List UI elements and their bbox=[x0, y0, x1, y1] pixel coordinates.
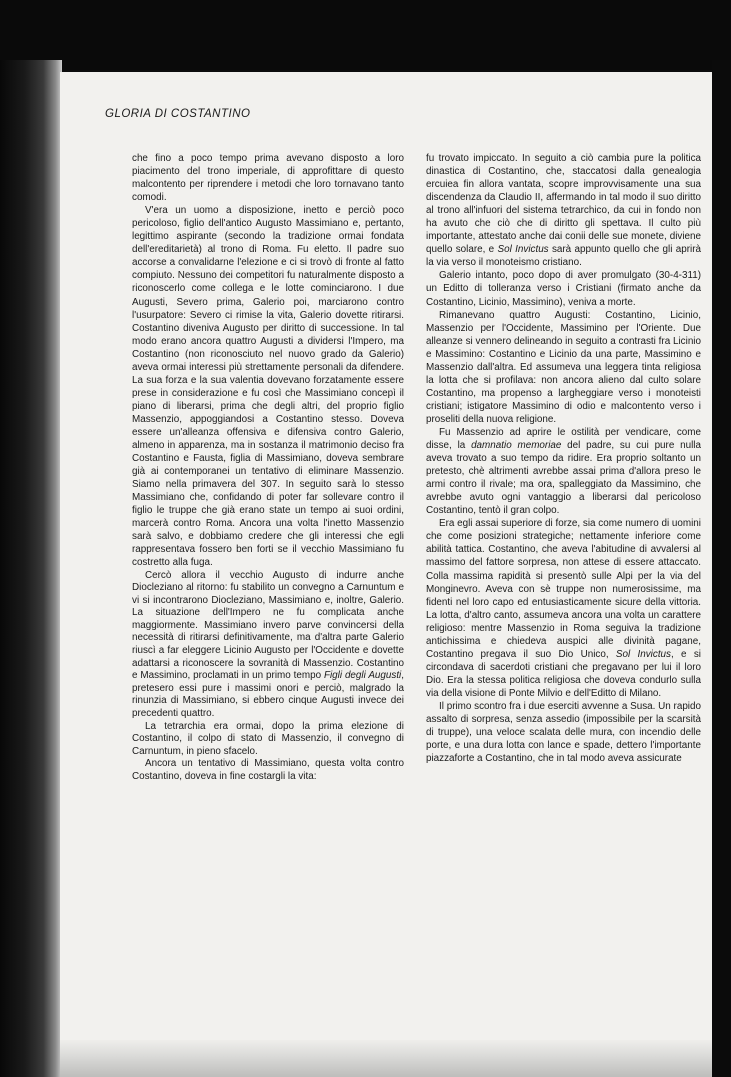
book-spine-shadow bbox=[0, 60, 62, 1077]
paragraph: che fino a poco tempo prima avevano disposto a loro piacimento del trono imperiale, di approfittare di questo malcontento per riprendere i metodi che loro tornavano tanto comodi. bbox=[132, 153, 404, 204]
italic-term: damnatio memoriae bbox=[471, 440, 562, 452]
paragraph: Ancora un tentativo di Massimiano, questa volta contro Costantino, doveva in fine costargli la vita: bbox=[132, 758, 404, 782]
italic-term: Sol Invictus bbox=[615, 648, 671, 660]
paragraph: Rimanevano quattro Augusti: Costantino, Licinio, Massenzio per l'Occidente, Massimino per l'Oriente. Due alleanze si vennero delineando in seguito a contrasti fra Licinio e Massimino: Costantino e Licinio da una parte, Massimino e Massenzio dall'altra. Ed assumeva una leggera tinta religiosa la lotta che si profilava: non ancora alieno dal culto solare Costantino, ma propenso a largheggiare verso i monoteisti cristiani; istigatore Massimino di odio e malcontento verso i proseliti della nuova religione. bbox=[426, 309, 701, 425]
right-column bbox=[426, 152, 701, 765]
running-head: GLORIA DI COSTANTINO bbox=[105, 108, 251, 120]
paragraph: V'era un uomo a disposizione, inetto e perciò poco pericoloso, figlio dell'antico Augusto Massimiano e, pertanto, legittimo aspirante (secondo la tradizione ormai fondata dell'ereditarietà) al trono di Roma. Fu eletto. Il padre suo accorse a convalidarne l'elezione e ci si trovò di fronte al fatto compiuto. Nessuno dei competitori fu naturalmente disposto a riconoscerlo come collega e le lotte cominciarono. I due Augusti, Severo prima, Galerio poi, marciarono contro l'usurpatore: Severo ci rimise la vita, Galerio dovette ritirarsi. Costantino diveniva Augusto per diritto di successione. In tal modo erano ancora quattro Augusti a dividersi l'Impero, ma Costantino (non riconosciuto nel nuovo grado da Galerio) aveva ormai interessi più strettamente personali da difendere. La sua forza e la sua valentia dovevano forzatamente essere prese in considerazione e fu così che Massimiano concepì il piano di liberarsi, prima che degli altri, del proprio figlio Massenzio, appoggiandosi a Costantino stesso. Doveva essere un'alleanza offensiva e difensiva contro Galerio, almeno in apparenza, ma in sostanza il matrimonio deciso fra Costantino e Fausta, figlia di Massimiano, doveva sembrare già ai contemporanei un tentativo di eliminare Massenzio. Siamo nella primavera del 307. In seguito sarà lo stesso Massimiano che, confidando di poter far sollevare contro il figlio le truppe che già erano state un tempo ai suoi ordini, marcerà contro Roma. Ancora una volta l'inetto Massenzio sarà salvo, e dobbiamo credere che gli interessi che egli rappresentava fossero ben forti se il vecchio Massimiano fu costretto alla fuga. bbox=[132, 205, 404, 569]
paragraph: Cercò allora il vecchio Augusto di indurre anche Diocleziano al ritorno: fu stabilito un convegno a Carnuntum e vi si incontrarono Diocleziano, Massimiano e, inoltre, Galerio. La situazione dell'Impero ne fu complicata anche maggiormente. Massimiano invero parve convincersi della necessità di ritirarsi definitivamente, ma d'altra parte Galerio riuscì a far eleggere Licinio Augusto per l'Occidente e dovette adattarsi a riconoscere la sovranità di Massenzio. Costantino e Massimino, proclamati in un primo tempo Figli degli Augusti, pretesero essi pure i massimi onori e perciò, malgrado la rinunzia di Massimiano, si ebbero cinque Augusti invece dei precedenti quattro. bbox=[132, 569, 405, 720]
paragraph: Il primo scontro fra i due eserciti avvenne a Susa. Un rapido assalto di sorpresa, senza assedio (impossibile per la scarsità di truppe), una veloce scalata delle mura, con incendio delle porte, e una dura lotta con lance e spade, dettero l'importante piazzaforte a Costantino, che in tal modo aveva assicurate bbox=[426, 700, 701, 765]
italic-term: Sol Invictus bbox=[497, 244, 549, 256]
paragraph: Fu Massenzio ad aprire le ostilità per vendicare, come disse, la damnatio memoriae del padre, su cui pure nulla aveva trovato a suo tempo da ridire. Era proprio soltanto un pretesto, chè altrimenti avrebbe assai prima d'allora preso le armi contro il rivale; ma ora, spalleggiato da Massimino, che avrebbe avuto ogni vantaggio a liberarsi dal pericoloso Costantino, tentò il gran colpo. bbox=[426, 426, 701, 517]
paragraph: fu trovato impiccato. In seguito a ciò cambia pure la politica dinastica di Costantino, che, staccatosi dalla genealogia ercuiea fin allora vantata, scopre improvvisamente una sua discendenza da Claudio II, affermando in tal modo il suo diritto al trono all'infuori del sistema tetrarchico, da cui in fondo non ha avuto che ciò che di diritto gli spettava. Il culto più importante, attestato anche dai conii delle sue monete, diviene quello solare, e Sol Invictus sarà appunto quello che gli aprirà la via verso il monoteismo cristiano. bbox=[426, 153, 701, 269]
italic-term: Figli degli Augusti bbox=[323, 670, 402, 682]
paragraph: Era egli assai superiore di forze, sia come numero di uomini che come posizioni strategiche; nettamente inferiore come abilità tattica. Costantino, che aveva l'abitudine di avvalersi al massimo del fattore sorpresa, non attese di essere attaccato. Colla massima rapidità si presentò sulle Alpi per la via del Monginevro. Aveva con sè truppe non numerosissime, ma fidenti nel loro capo ed entusiasticamente sicure della vittoria. La lotta, d'altro canto, assumeva ancora una volta un carattere religioso: mentre Massenzio in Roma seguiva la tradizione antichissima e chiedeva auspici alle divinità pagane, Costantino pregava il suo Dio Unico, Sol Invictus, e si circondava di sacerdoti cristiani che pregavano per lui il loro Dio. Era la stessa politica religiosa che doveva condurlo sulla via della visione di Ponte Milvio e dell'Editto di Milano. bbox=[426, 518, 702, 699]
paragraph: La tetrarchia era ormai, dopo la prima elezione di Costantino, il colpo di stato di Massenzio, il convegno di Carnuntum, in pieno sfacelo. bbox=[132, 720, 404, 757]
scan-right-border bbox=[712, 60, 731, 1077]
page-bottom-shadow bbox=[60, 1040, 712, 1077]
left-column bbox=[132, 152, 404, 784]
paragraph: Galerio intanto, poco dopo di aver promulgato (30-4-311) un Editto di tolleranza verso i Cristiani (firmato anche da Costantino, Licinio, Massimino), veniva a morte. bbox=[426, 270, 701, 308]
scan-top-border bbox=[0, 0, 731, 70]
